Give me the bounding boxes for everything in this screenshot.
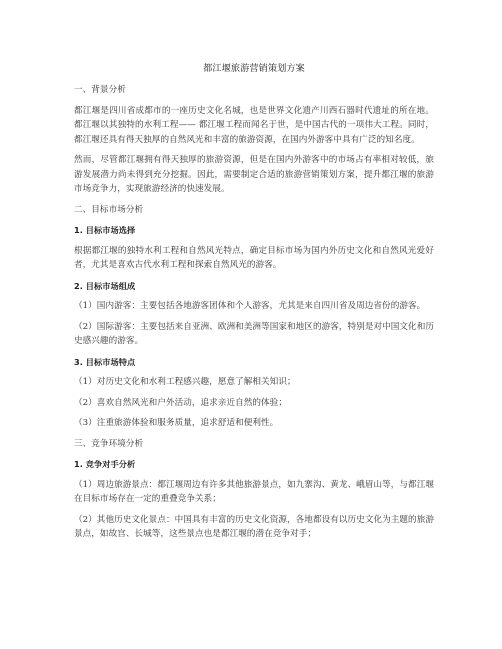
section-heading-competition: 三、竞争环境分析 <box>74 438 144 449</box>
document-title: 都江堰旅游营销策划方案 <box>203 63 305 74</box>
paragraph-international-tourists: （2）国际游客：主要包括来自亚洲、欧洲和美洲等国家和地区的游客，特别是对中国文化和历史感兴趣的游客。 <box>74 321 434 346</box>
paragraph-background-2: 然而，尽管都江堰拥有得天独厚的旅游资源，但是在国内外游客中的市场占有率相对较低，旅游发展潜力尚未得到充分挖掘。因此，需要制定合适的旅游营销策划方案，提升都江堰的旅游市场竞争力，实现旅游经济的快速发展。 <box>74 155 434 194</box>
paragraph-competitor-2: （2）其他历史文化景点：中国具有丰富的历史文化资源，各地都设有以历史文化为主题的旅游景点，如故宫、长城等，这些景点也是都江堰的潜在竞争对手； <box>74 514 434 539</box>
document-content <box>74 83 434 542</box>
paragraph-market-selection: 根据都江堰的独特水利工程和自然风光特点，确定目标市场为国内外历史文化和自然风光爱好者，尤其是喜欢古代水利工程和探索自然风光的游客。 <box>74 245 434 270</box>
section-heading-background: 一、背景分析 <box>74 85 126 95</box>
paragraph-background-1: 都江堰是四川省成都市的一座历史文化名城，也是世界文化遗产川西石器时代遗址的所在地。都江堰以其独特的水利工程—— 都江堰工程而闻名于世，是中国古代的一项伟大工程。同时，都江堰还具有得天独厚的自然风光和丰富的旅游资源，在国内外游客中具有广泛的知名度。 <box>74 105 434 145</box>
subheading-market-features: 3. 目标市场特点 <box>74 356 136 367</box>
paragraph-feature-1: （1）对历史文化和水利工程感兴趣，愿意了解相关知识； <box>74 377 296 387</box>
paragraph-feature-3: （3）注重旅游体验和服务质量，追求舒适和便利性。 <box>74 418 279 428</box>
paragraph-feature-2: （2）喜欢自然风光和户外活动，追求亲近自然的体验； <box>74 397 287 408</box>
paragraph-domestic-tourists: （1）国内游客：主要包括各地游客团体和个人游客，尤其是来自四川省及周边省份的游客。 <box>74 301 426 311</box>
document-body <box>74 62 434 548</box>
subheading-competitor-analysis: 1. 竞争对手分析 <box>74 459 136 469</box>
subheading-market-composition: 2. 目标市场组成 <box>74 280 136 291</box>
subheading-market-selection: 1. 目标市场选择 <box>74 225 136 235</box>
section-heading-target-market: 二、目标市场分析 <box>74 204 144 215</box>
paragraph-competitor-1: （1）周边旅游景点：都江堰周边有许多其他旅游景点，如九寨沟、黄龙、峨眉山等，与都江堰在目标市场存在一定的重叠竞争关系； <box>74 479 434 504</box>
